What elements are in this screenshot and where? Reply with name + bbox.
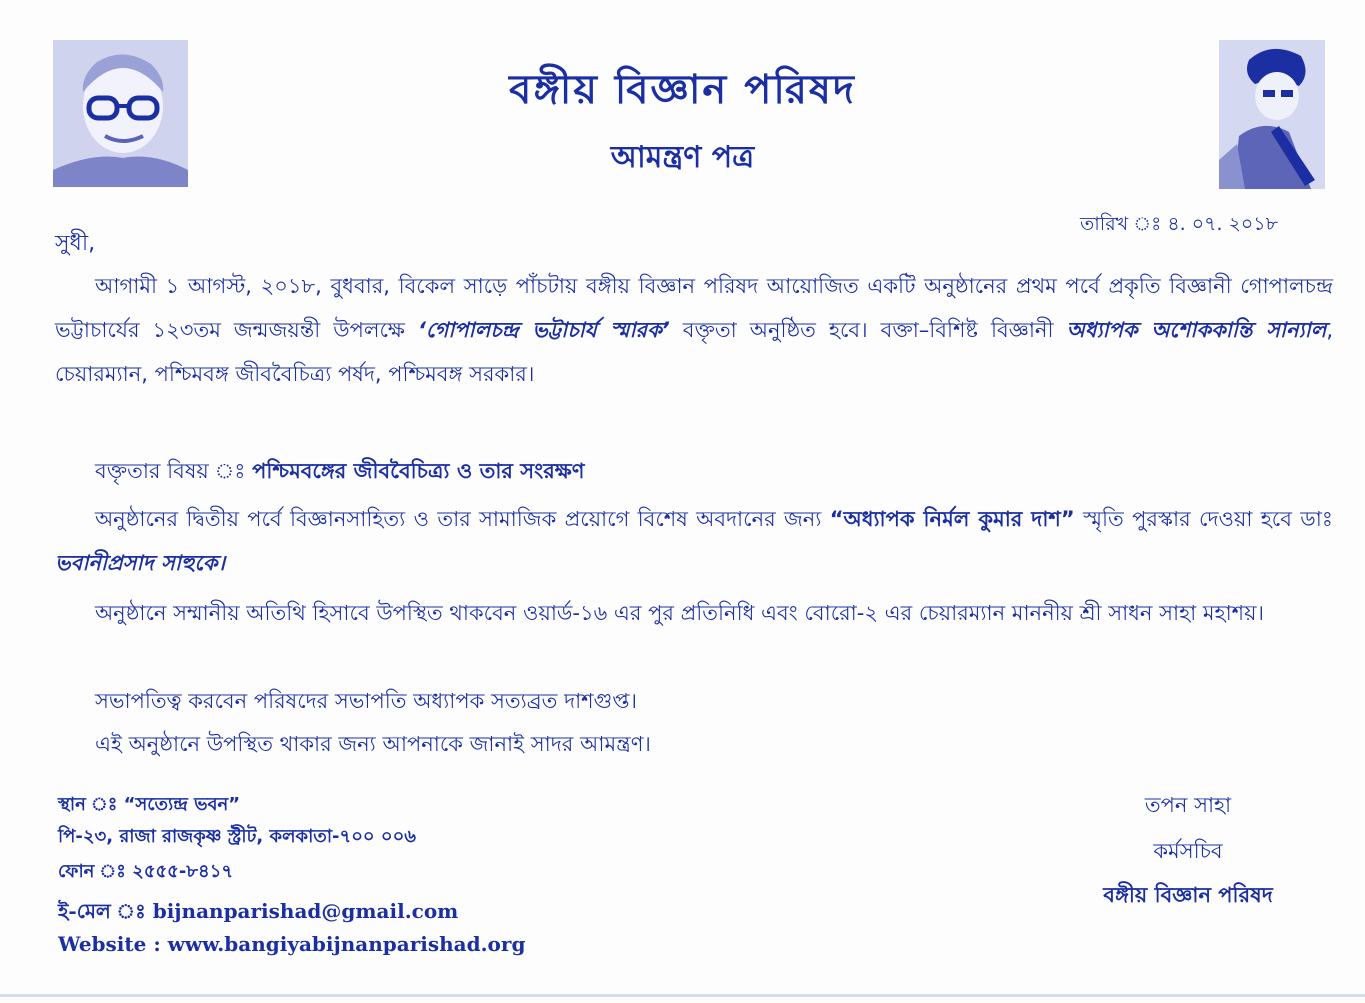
contact-website: Website : www.bangiyabijnanparishad.org: [58, 932, 526, 956]
award-name: “অধ্যাপক নির্মল কুমার দাশ”: [829, 507, 1075, 531]
venue-address: পি-২৩, রাজা রাজকৃষ্ণ স্ট্রীট, কলকাতা-৭০০ ০০৬: [58, 826, 416, 847]
para3-text-3: স্মৃতি পুরস্কার দেওয়া হবে ডাঃ: [1074, 507, 1333, 531]
bottom-border: [0, 994, 1365, 997]
para1-text-5: , চেয়ারম্যান, পশ্চিমবঙ্গ জীববৈচিত্র্য পর্ষদ, পশ্চিমবঙ্গ সরকার।: [55, 318, 1333, 386]
signatory-name: তপন সাহা: [1144, 793, 1232, 817]
topic-label: বক্তৃতার বিষয় ঃ: [95, 459, 253, 483]
para3-text-1: অনুষ্ঠানের দ্বিতীয় পর্বে বিজ্ঞানসাহিত্য ও তার সামাজিক প্রয়োগে বিশেষ অবদানের জন্য: [95, 507, 830, 531]
organization-title: বঙ্গীয় বিজ্ঞান পরিষদ: [509, 67, 856, 113]
paragraph-lecture-topic: [55, 449, 1333, 493]
para1-text-3: বক্তৃতা অনুষ্ঠিত হবে। বক্তা–বিশিষ্ট বিজ্ঞানী: [669, 318, 1067, 342]
paragraph-award: [55, 497, 1333, 585]
paragraph-guest: অনুষ্ঠানে সম্মানীয় অতিথি হিসাবে উপস্থিত থাকবেন ওয়ার্ড-১৬ এর পুর প্রতিনিধি এবং বোরো-২ এর চেয়ারম্যান মাননীয় শ্রী সাধন সাহা মহাশয়।: [95, 601, 1264, 625]
signatory-role: কর্মসচিব: [1153, 839, 1223, 863]
invitation-subtitle: আমন্ত্রণ পত্র: [610, 140, 755, 175]
memorial-lecture-title: ‘গোপালচন্দ্র ভট্টাচার্য স্মারক’: [417, 318, 670, 342]
letter-date: তারিখ ঃ ৪. ০৭. ২০১৮: [1080, 213, 1278, 235]
awardee-name: ভবানীপ্রসাদ সাহুকে।: [55, 551, 225, 575]
speaker-name: অধ্যাপক অশোককান্তি সান্যাল: [1066, 318, 1327, 342]
venue-place: স্থান ঃ “সত্যেন্দ্র ভবন”: [58, 794, 241, 815]
paragraph-president: সভাপতিত্ব করবেন পরিষদের সভাপতি অধ্যাপক সত্যব্রত দাশগুপ্ত।: [95, 689, 638, 713]
paragraph-closing: এই অনুষ্ঠানে উপস্থিত থাকার জন্য আপনাকে জানাই সাদর আমন্ত্রণ।: [95, 732, 651, 756]
para1-text-1: আগামী ১ আগস্ট, ২০১৮, বুধবার, বিকেল সাড়ে পাঁচটায় বঙ্গীয় বিজ্ঞান পরিষদ আয়োজিত একটি অনুষ্ঠানের প্রথম পর্বে প্রকৃতি বিজ্ঞানী গোপালচন্দ্র ভট্টাচার্যের ১২৩তম জন্মজয়ন্তী উপলক্ষে: [55, 274, 1333, 342]
lecture-topic: পশ্চিমবঙ্গের জীববৈচিত্র্য ও তার সংরক্ষণ: [252, 459, 585, 483]
paragraph-event-details: [55, 264, 1333, 396]
contact-email: ই-মেল ঃ bijnanparishad@gmail.com: [58, 899, 459, 923]
signatory-organization: বঙ্গীয় বিজ্ঞান পরিষদ: [1103, 883, 1273, 907]
venue-phone: ফোন ঃ ২৫৫৫-৮৪১৭: [58, 861, 234, 882]
salutation: সুধী,: [55, 231, 96, 256]
